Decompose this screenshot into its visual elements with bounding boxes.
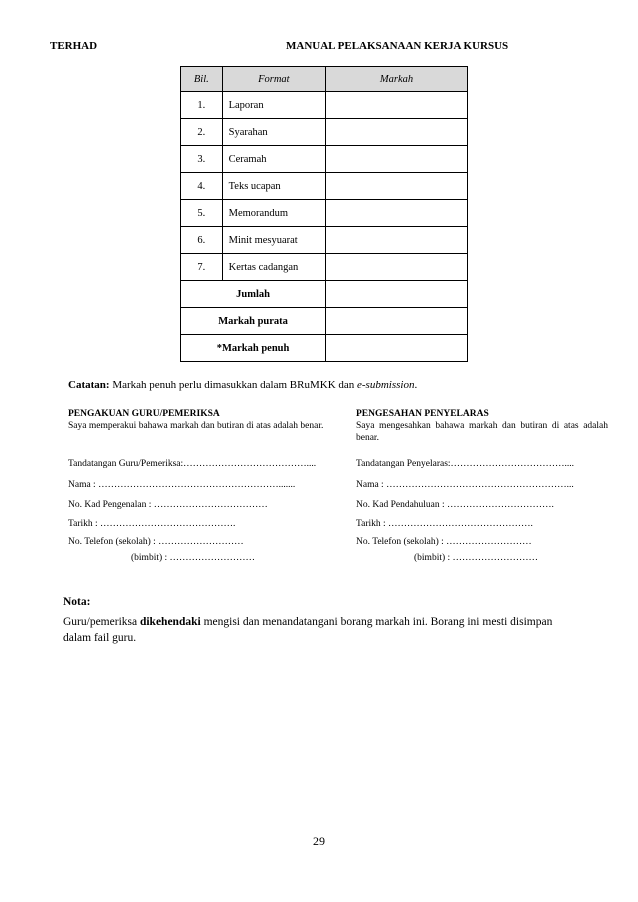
summary-row-jumlah <box>181 281 468 308</box>
right-ic-field[interactable]: No. Kad Pendahuluan : ……………………………. <box>356 500 554 510</box>
row-markah-cell[interactable] <box>326 92 468 119</box>
nota-pre: Guru/pemeriksa <box>63 616 140 628</box>
row-markah-cell[interactable] <box>326 173 468 200</box>
pengesahan-title: PENGESAHAN PENYELARAS <box>356 409 489 419</box>
row-format: Minit mesyuarat <box>222 227 325 254</box>
row-markah-cell[interactable] <box>326 119 468 146</box>
table-header-row <box>181 67 468 92</box>
table-row <box>181 92 468 119</box>
left-name-field[interactable]: Nama : …………………………………………………....... <box>68 480 296 490</box>
summary-value-cell[interactable] <box>326 335 468 362</box>
row-markah-cell[interactable] <box>326 200 468 227</box>
table-row <box>181 200 468 227</box>
catatan-label: Catatan: <box>68 379 110 391</box>
table-row <box>181 173 468 200</box>
row-format: Ceramah <box>222 146 325 173</box>
row-num: 3. <box>181 146 223 173</box>
page-number: 29 <box>313 834 325 848</box>
row-num: 7. <box>181 254 223 281</box>
left-sign-field[interactable]: Tandatangan Guru/Pemeriksa:………………………………….... <box>68 459 317 469</box>
table-row <box>181 227 468 254</box>
catatan-text: Markah penuh perlu dimasukkan dalam BRuMKK dan <box>109 379 358 391</box>
nota-text <box>63 614 573 646</box>
summary-value-cell[interactable] <box>326 281 468 308</box>
pengesahan-block <box>356 408 608 444</box>
row-markah-cell[interactable] <box>326 146 468 173</box>
col-header-format: Format <box>222 67 325 92</box>
left-date-field[interactable]: Tarikh : ……………………………………. <box>68 519 236 529</box>
right-phone-school-field[interactable]: No. Telefon (sekolah) : ……………………… <box>356 537 532 547</box>
row-num: 5. <box>181 200 223 227</box>
pengakuan-title: PENGAKUAN GURU/PEMERIKSA <box>68 409 220 419</box>
left-phone-school-field[interactable]: No. Telefon (sekolah) : ……………………… <box>68 537 244 547</box>
table-row <box>181 146 468 173</box>
catatan-end: . <box>414 379 418 391</box>
row-format: Syarahan <box>222 119 325 146</box>
row-format: Kertas cadangan <box>222 254 325 281</box>
left-phone-mobile-field[interactable]: (bimbit) : ……………………… <box>131 553 256 563</box>
header-left: TERHAD <box>50 40 98 52</box>
row-markah-cell[interactable] <box>326 227 468 254</box>
nota-bold: dikehendaki <box>139 616 201 628</box>
summary-label: Jumlah <box>181 281 326 308</box>
right-date-field[interactable]: Tarikh : ………………………………………. <box>356 519 533 529</box>
table-row <box>181 254 468 281</box>
catatan-note <box>68 379 417 391</box>
row-num: 1. <box>181 92 223 119</box>
table-row <box>181 119 468 146</box>
marks-table <box>180 66 468 362</box>
col-header-bil: Bil. <box>181 67 223 92</box>
nota-label: Nota: <box>63 596 91 608</box>
right-name-field[interactable]: Nama : …………………………………………………... <box>356 480 574 490</box>
row-format: Laporan <box>222 92 325 119</box>
summary-value-cell[interactable] <box>326 308 468 335</box>
left-ic-field[interactable]: No. Kad Pengenalan : ……………………………… <box>68 500 268 510</box>
pengesahan-desc: Saya mengesahkan bahawa markah dan butiran di atas adalah benar. <box>356 421 608 443</box>
row-format: Memorandum <box>222 200 325 227</box>
summary-label: Markah purata <box>181 308 326 335</box>
summary-row-penuh <box>181 335 468 362</box>
col-header-markah: Markah <box>326 67 468 92</box>
row-num: 4. <box>181 173 223 200</box>
summary-row-purata <box>181 308 468 335</box>
catatan-italic: e-submission <box>357 379 415 391</box>
nota-post: mengisi dan menandatangani borang markah ini. Borang ini mesti disimpan dalam fail guru. <box>63 616 553 644</box>
pengakuan-block <box>68 408 330 432</box>
header-right: MANUAL PELAKSANAAN KERJA KURSUS <box>286 40 509 52</box>
row-num: 6. <box>181 227 223 254</box>
pengakuan-desc: Saya memperakui bahawa markah dan butiran di atas adalah benar. <box>68 421 324 431</box>
right-phone-mobile-field[interactable]: (bimbit) : ……………………… <box>414 553 539 563</box>
row-format: Teks ucapan <box>222 173 325 200</box>
right-sign-field[interactable]: Tandatangan Penyelaras:……………………………….... <box>356 459 575 469</box>
summary-label: *Markah penuh <box>181 335 326 362</box>
row-num: 2. <box>181 119 223 146</box>
row-markah-cell[interactable] <box>326 254 468 281</box>
